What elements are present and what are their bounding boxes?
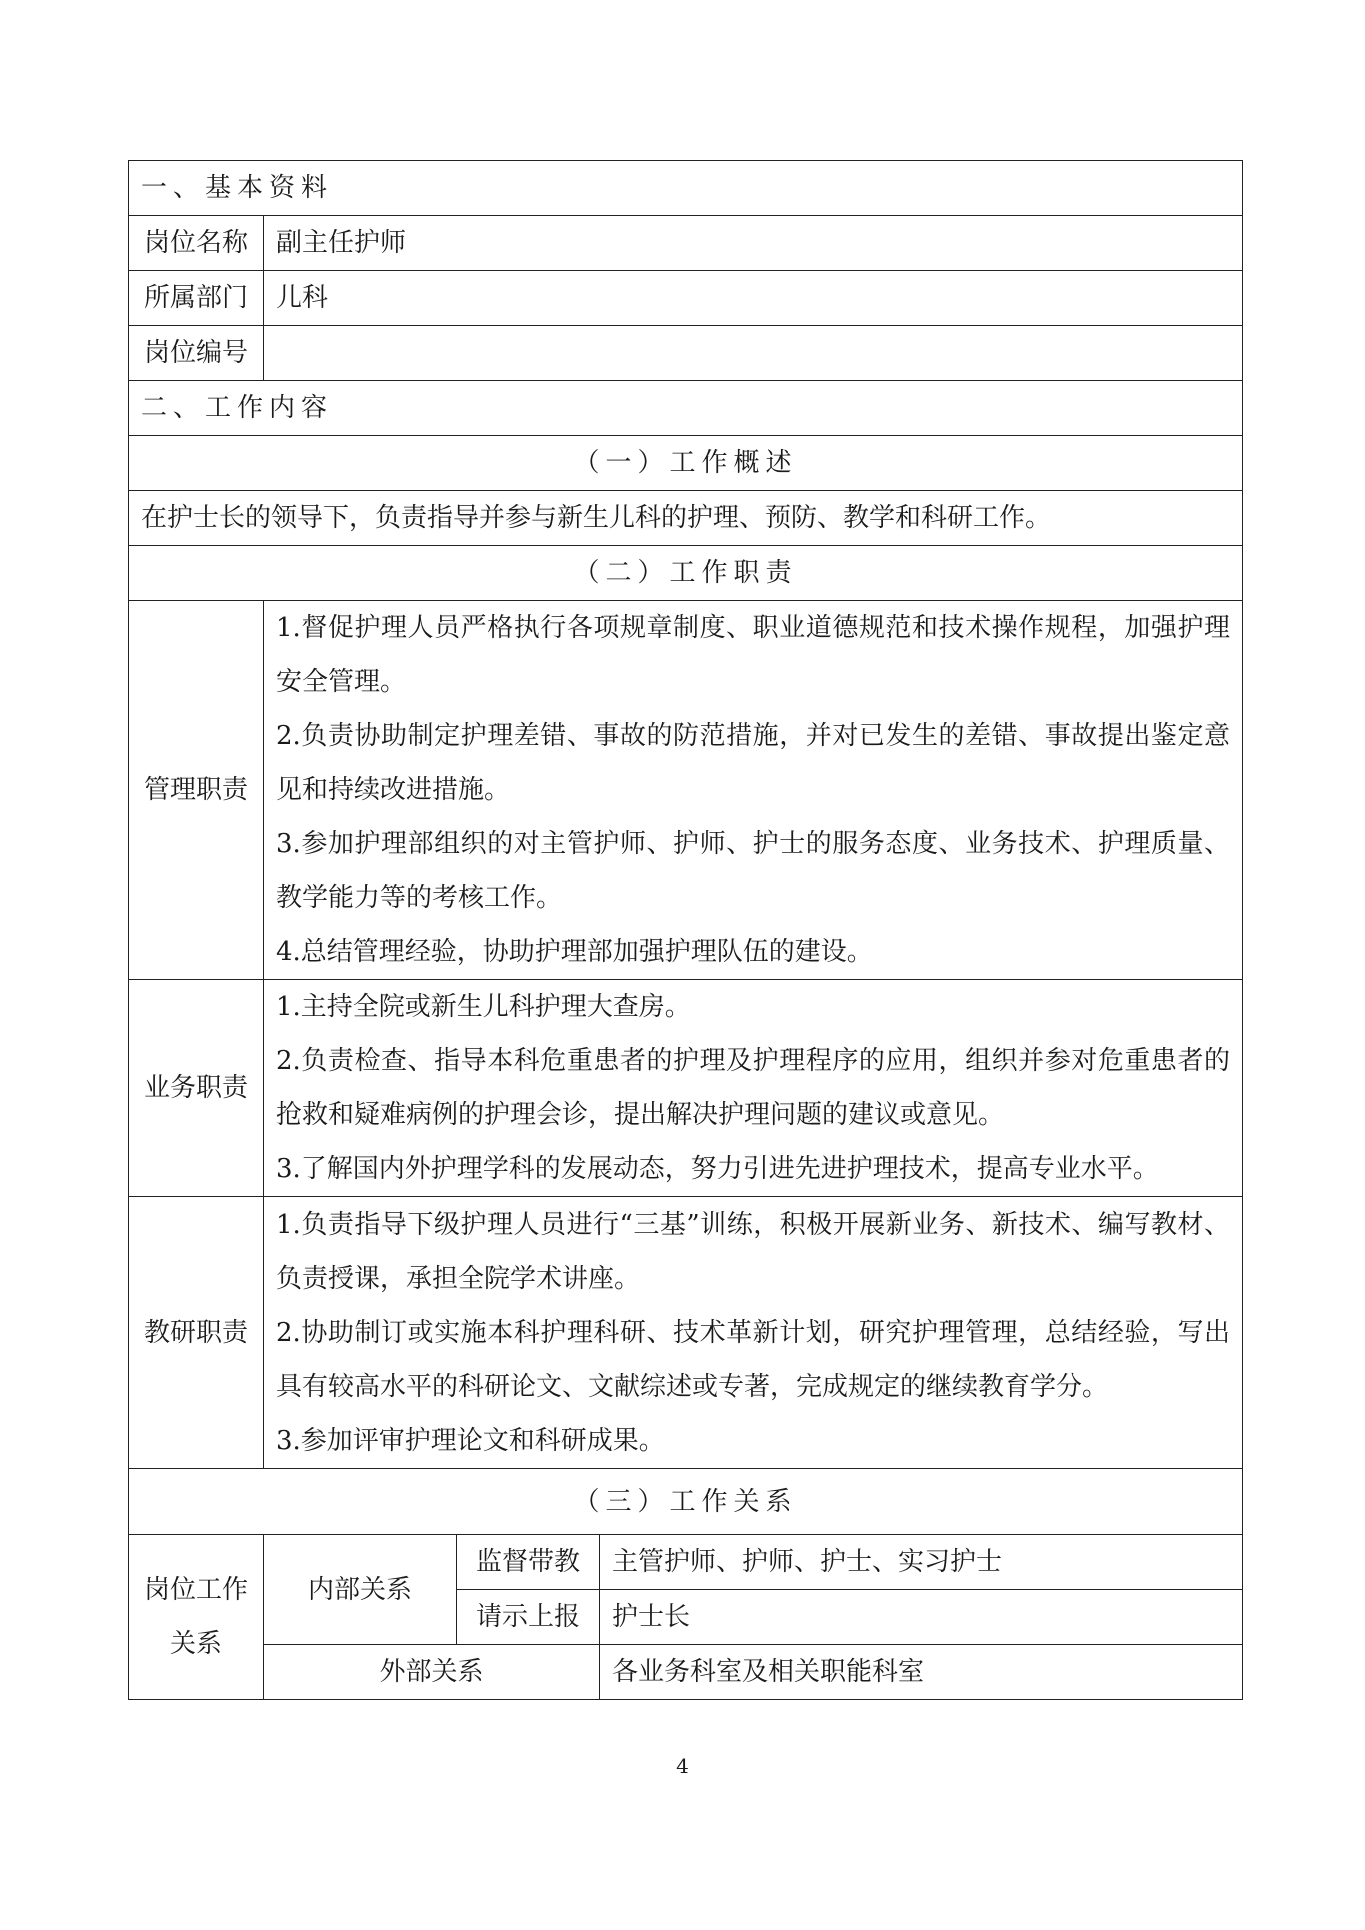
work-relations-title: （三）工作关系 <box>129 1469 1243 1535</box>
position-name-label: 岗位名称 <box>129 216 264 271</box>
business-duties-list <box>264 980 1243 1197</box>
management-duties-label: 管理职责 <box>129 601 264 980</box>
work-duties-title: （二）工作职责 <box>129 546 1243 601</box>
duty-item: 1.主持全院或新生儿科护理大查房。 <box>276 992 691 1022</box>
duty-item: 2.协助制订或实施本科护理科研、技术革新计划，研究护理管理，总结经验，写出具有较高水平的科研论文、文献综述或专著，完成规定的继续教育学分。 <box>276 1317 1231 1402</box>
supervise-teach-label: 监督带教 <box>457 1535 600 1590</box>
position-number-value <box>264 326 1243 381</box>
position-name-value: 副主任护师 <box>264 216 1243 271</box>
duty-item: 2.负责检查、指导本科危重患者的护理及护理程序的应用，组织并参对危重患者的抢救和疑难病例的护理会诊，提出解决护理问题的建议或意见。 <box>276 1046 1231 1130</box>
duty-item: 2.负责协助制定护理差错、事故的防范措施，并对已发生的差错、事故提出鉴定意见和持续改进措施。 <box>276 721 1231 805</box>
supervise-teach-value: 主管护师、护师、护士、实习护士 <box>600 1535 1243 1590</box>
basic-info-section-title: 一、基本资料 <box>129 161 1243 216</box>
job-description-table <box>128 160 1243 1700</box>
work-overview-title: （一）工作概述 <box>129 436 1243 491</box>
report-to-label: 请示上报 <box>457 1590 600 1645</box>
page-number: 4 <box>676 1754 689 1778</box>
work-content-section-title: 二、工作内容 <box>129 381 1243 436</box>
management-duties-list <box>264 601 1243 980</box>
report-to-value: 护士长 <box>600 1590 1243 1645</box>
business-duties-label: 业务职责 <box>129 980 264 1197</box>
position-number-label: 岗位编号 <box>129 326 264 381</box>
internal-relations-label: 内部关系 <box>264 1535 457 1645</box>
duty-item: 3.了解国内外护理学科的发展动态，努力引进先进护理技术，提高专业水平。 <box>276 1154 1159 1184</box>
duty-item: 1.负责指导下级护理人员进行“三基”训练，积极开展新业务、新技术、编写教材、负责授课，承担全院学术讲座。 <box>276 1209 1231 1294</box>
position-relations-label: 岗位工作关系 <box>129 1535 264 1700</box>
external-relations-value: 各业务科室及相关职能科室 <box>600 1645 1243 1700</box>
teaching-research-duties-list <box>264 1197 1243 1469</box>
department-value: 儿科 <box>264 271 1243 326</box>
department-label: 所属部门 <box>129 271 264 326</box>
duty-item: 4.总结管理经验，协助护理部加强护理队伍的建设。 <box>276 937 873 967</box>
work-overview-text: 在护士长的领导下，负责指导并参与新生儿科的护理、预防、教学和科研工作。 <box>129 491 1243 546</box>
duty-item: 3.参加护理部组织的对主管护师、护师、护士的服务态度、业务技术、护理质量、教学能力等的考核工作。 <box>276 829 1231 913</box>
external-relations-label: 外部关系 <box>264 1645 600 1700</box>
duty-item: 1.督促护理人员严格执行各项规章制度、职业道德规范和技术操作规程，加强护理安全管理。 <box>276 613 1231 697</box>
teaching-research-duties-label: 教研职责 <box>129 1197 264 1469</box>
duty-item: 3.参加评审护理论文和科研成果。 <box>276 1425 665 1456</box>
